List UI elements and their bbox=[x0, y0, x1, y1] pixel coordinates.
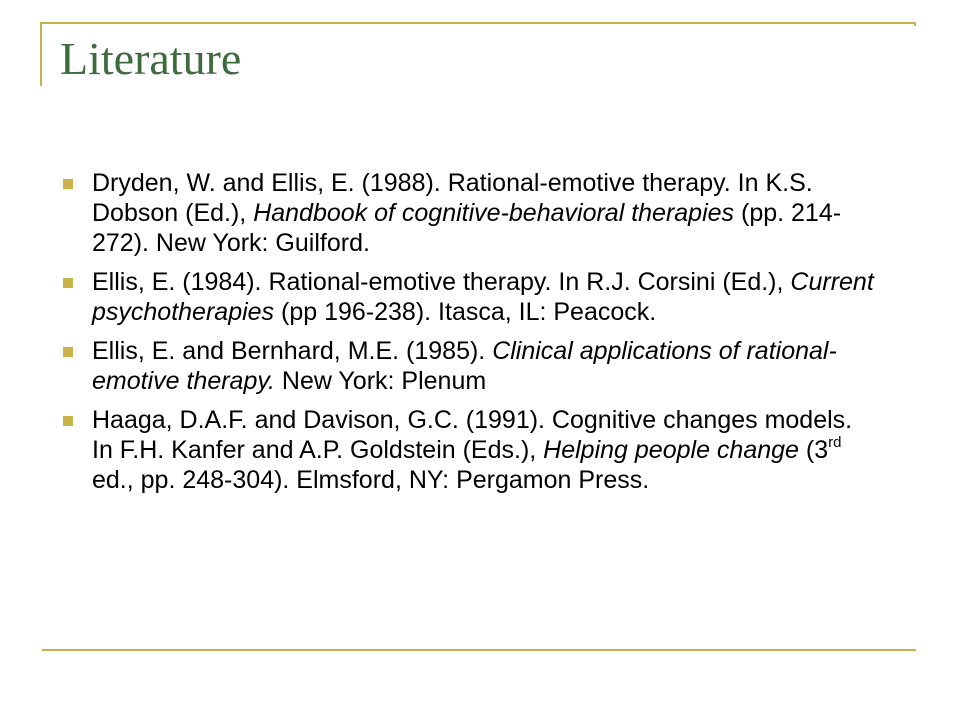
reference-book-title: Clinical applications of rational-emotive therapy. bbox=[92, 337, 837, 395]
square-bullet-icon bbox=[63, 278, 73, 288]
square-bullet-icon bbox=[63, 347, 73, 357]
frame-top-line bbox=[42, 22, 916, 24]
reference-item bbox=[58, 267, 878, 327]
square-bullet-icon bbox=[63, 179, 73, 189]
reference-item bbox=[58, 405, 878, 495]
reference-text: Haaga, D.A.F. and Davison, G.C. (1991). Cognitive changes models. In F.H. Kanfer and A.P. Goldstein (Eds.), bbox=[92, 406, 853, 464]
slide-title: Literature bbox=[60, 33, 242, 84]
reference-text: Dryden, W. and Ellis, E. (1988). Rational-emotive therapy. In K.S. Dobson (Ed.), bbox=[92, 169, 813, 227]
reference-book-title: Handbook of cognitive-behavioral therapies bbox=[253, 199, 735, 227]
reference-text: ed., pp. 248-304). Elmsford, NY: Pergamon Press. bbox=[92, 466, 650, 494]
square-bullet-icon bbox=[63, 416, 73, 426]
reference-item bbox=[58, 168, 878, 258]
reference-list bbox=[58, 168, 878, 504]
frame-right-tick bbox=[914, 22, 916, 26]
reference-text: New York: Plenum bbox=[274, 367, 487, 395]
reference-text: Ellis, E. and Bernhard, M.E. (1985). bbox=[92, 337, 493, 365]
frame-bottom-line bbox=[42, 649, 916, 651]
reference-text: (pp. 214-272). New York: Guilford. bbox=[92, 199, 842, 257]
reference-item bbox=[58, 336, 878, 396]
reference-text: (pp 196-238). Itasca, IL: Peacock. bbox=[274, 298, 657, 326]
reference-text: (3 bbox=[798, 436, 829, 464]
reference-book-title: Helping people change bbox=[543, 436, 799, 464]
frame-left-line bbox=[40, 22, 42, 86]
reference-text: Ellis, E. (1984). Rational-emotive therapy. In R.J. Corsini (Ed.), bbox=[92, 268, 791, 296]
ordinal-superscript: rd bbox=[828, 434, 842, 451]
reference-book-title: Current psychotherapies bbox=[92, 268, 874, 326]
